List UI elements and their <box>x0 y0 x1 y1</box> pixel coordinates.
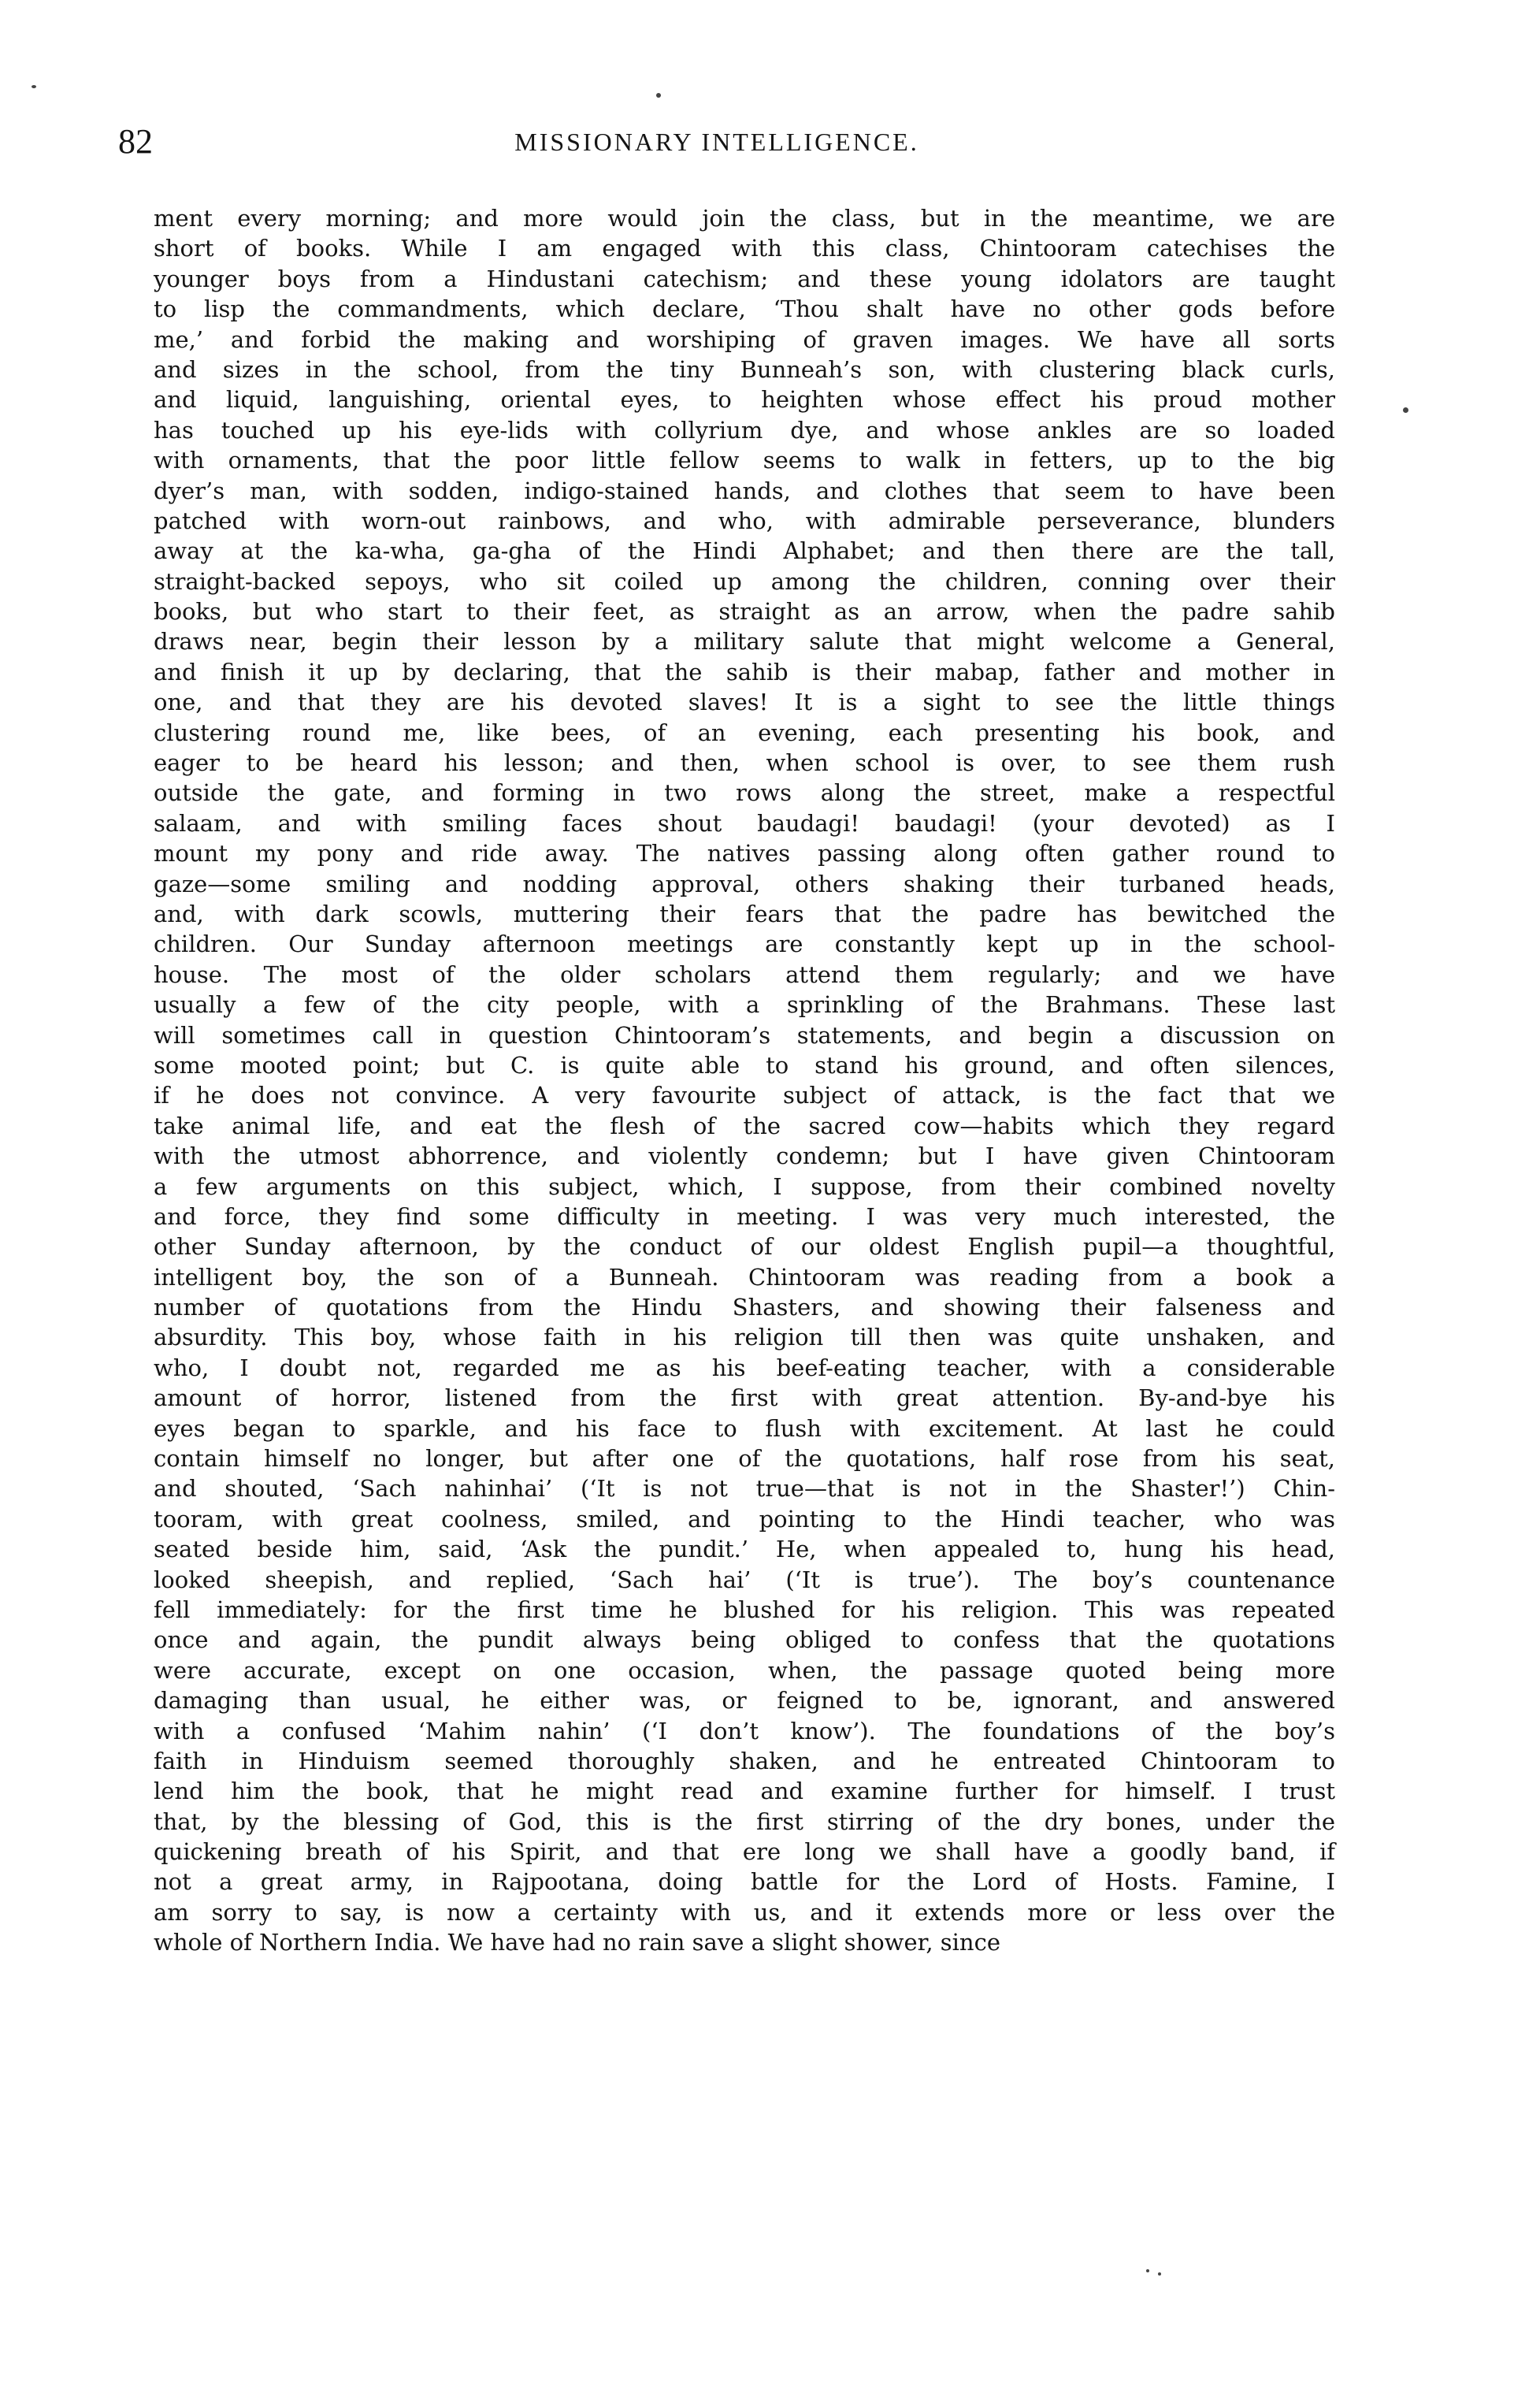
text-line: that, by the blessing of God, this is the first stirring of the dry bones, under the <box>154 1808 1335 1835</box>
text-line: dyer’s man, with sodden, indigo-stained hands, and clothes that seem to have been <box>154 477 1335 504</box>
text-line: who, I doubt not, regarded me as his beef-eating teacher, with a considerable <box>154 1354 1335 1381</box>
text-line: short of books. While I am engaged with this class, Chintooram catechises the <box>154 235 1335 262</box>
text-line: salaam, and with smiling faces shout baudagi! baudagi! (your devoted) as I <box>154 809 1335 837</box>
text-line: faith in Hinduism seemed thoroughly shaken, and he entreated Chintooram to <box>154 1747 1335 1774</box>
text-line: lend him the book, that he might read and examine further for himself. I trust <box>154 1778 1335 1805</box>
text-line: one, and that they are his devoted slaves! It is a sight to see the little things <box>154 689 1335 716</box>
text-line: house. The most of the older scholars attend them regularly; and we have <box>154 960 1335 988</box>
text-line: straight-backed sepoys, who sit coiled up among the children, conning over their <box>154 567 1335 595</box>
page-header <box>118 118 1315 165</box>
text-line: with ornaments, that the poor little fellow seems to walk in fetters, up to the big <box>154 447 1335 474</box>
text-line: outside the gate, and forming in two rows along the street, make a respectful <box>154 779 1335 807</box>
text-line: eager to be heard his lesson; and then, when school is over, to see them rush <box>154 749 1335 777</box>
text-line: mount my pony and ride away. The natives passing along often gather round to <box>154 840 1335 868</box>
text-line: ment every morning; and more would join the class, but in the meantime, we are <box>154 205 1335 232</box>
ink-speck <box>32 85 36 88</box>
text-line: me,’ and forbid the making and worshiping of graven images. We have all sorts <box>154 325 1335 353</box>
page-number: 82 <box>118 122 153 161</box>
text-line: and force, they find some difficulty in meeting. I was very much interested, the <box>154 1202 1335 1230</box>
text-line: younger boys from a Hindustani catechism; and these young idolators are taught <box>154 265 1335 292</box>
text-line: fell immediately: for the first time he blushed for his religion. This was repeated <box>154 1596 1335 1623</box>
ink-speck <box>1146 2269 1149 2272</box>
text-line: and shouted, ‘Sach nahinhai’ (‘It is not true—that is not in the Shaster!’) Chin- <box>154 1475 1335 1503</box>
text-line: amount of horror, listened from the first with great attention. By-and-bye his <box>154 1384 1335 1412</box>
text-line: take animal life, and eat the flesh of the sacred cow—habits which they regard <box>154 1112 1335 1139</box>
text-line: with the utmost abhorrence, and violently condemn; but I have given Chintooram <box>154 1142 1335 1170</box>
running-title: MISSIONARY INTELLIGENCE. <box>514 128 919 156</box>
text-line: draws near, begin their lesson by a military salute that might welcome a General, <box>154 628 1335 656</box>
text-line: looked sheepish, and replied, ‘Sach hai’ (‘It is true’). The boy’s countenance <box>154 1566 1335 1593</box>
text-line: patched with worn-out rainbows, and who, with admirable perseverance, blunders <box>154 507 1335 534</box>
text-line: tooram, with great coolness, smiled, and pointing to the Hindi teacher, who was <box>154 1505 1335 1533</box>
text-line: whole of Northern India. We have had no rain save a slight shower, since <box>154 1929 1000 1956</box>
text-line: gaze—some smiling and nodding approval, others shaking their turbaned heads, <box>154 870 1335 897</box>
text-line: once and again, the pundit always being obliged to confess that the quotations <box>154 1626 1335 1654</box>
text-line: usually a few of the city people, with a sprinkling of the Brahmans. These last <box>154 991 1335 1019</box>
text-line: clustering round me, like bees, of an evening, each presenting his book, and <box>154 719 1335 746</box>
text-line: a few arguments on this subject, which, I suppose, from their combined novelty <box>154 1172 1335 1200</box>
text-line: has touched up his eye-lids with collyrium dye, and whose ankles are so loaded <box>154 416 1335 444</box>
text-line: other Sunday afternoon, by the conduct of our oldest English pupil—a thoughtful, <box>154 1233 1335 1261</box>
ink-speck <box>1403 407 1408 413</box>
text-line: damaging than usual, he either was, or feigned to be, ignorant, and answered <box>154 1687 1335 1715</box>
text-line: and sizes in the school, from the tiny Bunneah’s son, with clustering black curls, <box>154 355 1335 383</box>
text-line: away at the ka-wha, ga-gha of the Hindi Alphabet; and then there are the tall, <box>154 537 1335 565</box>
ink-speck <box>656 93 661 98</box>
text-line: children. Our Sunday afternoon meetings are constantly kept up in the school- <box>154 931 1335 958</box>
text-line: intelligent boy, the son of a Bunneah. Chintooram was reading from a book a <box>154 1263 1335 1291</box>
text-line: am sorry to say, is now a certainty with us, and it extends more or less over the <box>154 1898 1335 1926</box>
text-line: seated beside him, said, ‘Ask the pundit.’ He, when appealed to, hung his head, <box>154 1536 1335 1563</box>
ink-speck <box>1158 2272 1161 2276</box>
text-line: quickening breath of his Spirit, and that ere long we shall have a goodly band, if <box>154 1838 1335 1866</box>
text-line: number of quotations from the Hindu Shasters, and showing their falseness and <box>154 1294 1335 1321</box>
text-line: not a great army, in Rajpootana, doing battle for the Lord of Hosts. Famine, I <box>154 1868 1335 1896</box>
text-line: and liquid, languishing, oriental eyes, to heighten whose effect his proud mother <box>154 386 1335 414</box>
body-text <box>154 203 1335 1958</box>
text-line: with a confused ‘Mahim nahin’ (‘I don’t know’). The foundations of the boy’s <box>154 1717 1335 1744</box>
text-line: and finish it up by declaring, that the sahib is their mabap, father and mother in <box>154 658 1335 685</box>
text-line: contain himself no longer, but after one of the quotations, half rose from his seat, <box>154 1445 1335 1473</box>
text-line: to lisp the commandments, which declare, ‘Thou shalt have no other gods before <box>154 295 1335 323</box>
text-line: absurdity. This boy, whose faith in his religion till then was quite unshaken, and <box>154 1324 1335 1351</box>
text-line: some mooted point; but C. is quite able to stand his ground, and often silences, <box>154 1051 1335 1079</box>
text-line: eyes began to sparkle, and his face to flush with excitement. At last he could <box>154 1414 1335 1442</box>
text-line: if he does not convince. A very favourite subject of attack, is the fact that we <box>154 1082 1335 1109</box>
text-line: and, with dark scowls, muttering their fears that the padre has bewitched the <box>154 900 1335 927</box>
text-line: books, but who start to their feet, as straight as an arrow, when the padre sahib <box>154 598 1335 626</box>
text-line: were accurate, except on one occasion, when, the passage quoted being more <box>154 1656 1335 1684</box>
text-line: will sometimes call in question Chintooram’s statements, and begin a discussion on <box>154 1021 1335 1049</box>
